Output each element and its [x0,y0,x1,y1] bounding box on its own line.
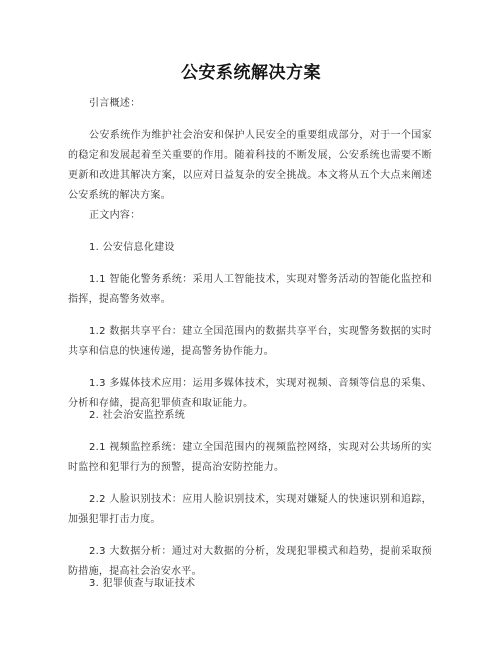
subsection-2-3: 2.3 大数据分析：通过对大数据的分析，发现犯罪模式和趋势，提前采取预防措施，提高社会治安水平。 [68,546,432,577]
subsection-2-1: 2.1 视频监控系统：建立全国范围内的视频监控网络，实现对公共场所的实时监控和犯罪行为的预警，提高治安防控能力。 [68,442,432,473]
document-title: 公安系统解决方案 [181,63,321,83]
subsection-1-2: 1.2 数据共享平台：建立全国范围内的数据共享平台，实现警务数据的实时共享和信息的快速传递，提高警务协作能力。 [68,326,432,357]
section-heading-1: 1. 公安信息化建设 [89,242,175,253]
section-heading-3: 3. 犯罪侦查与取证技术 [89,578,196,589]
subsection-1-3: 1.3 多媒体技术应用：运用多媒体技术，实现对视频、音频等信息的采集、分析和存储，提高犯罪侦查和取证能力。 [68,378,432,409]
subsection-1-1: 1.1 智能化警务系统：采用人工智能技术，实现对警务活动的智能化监控和指挥，提高警务效率。 [68,274,432,305]
intro-label: 引言概述： [89,98,141,109]
section-heading-2: 2. 社会治安监控系统 [89,410,186,421]
intro-paragraph: 公安系统作为维护社会治安和保护人民安全的重要组成部分，对于一个国家的稳定和发展起着至关重要的作用。随着科技的不断发展，公安系统也需要不断更新和改进其解决方案，以应对日益复杂的安全挑战。本文将从五个大点来阐述公安系统的解决方案。 [68,130,432,201]
subsection-2-2: 2.2 人脸识别技术：应用人脸识别技术，实现对嫌疑人的快速识别和追踪，加强犯罪打击力度。 [68,494,432,525]
body-label: 正文内容： [89,210,141,221]
